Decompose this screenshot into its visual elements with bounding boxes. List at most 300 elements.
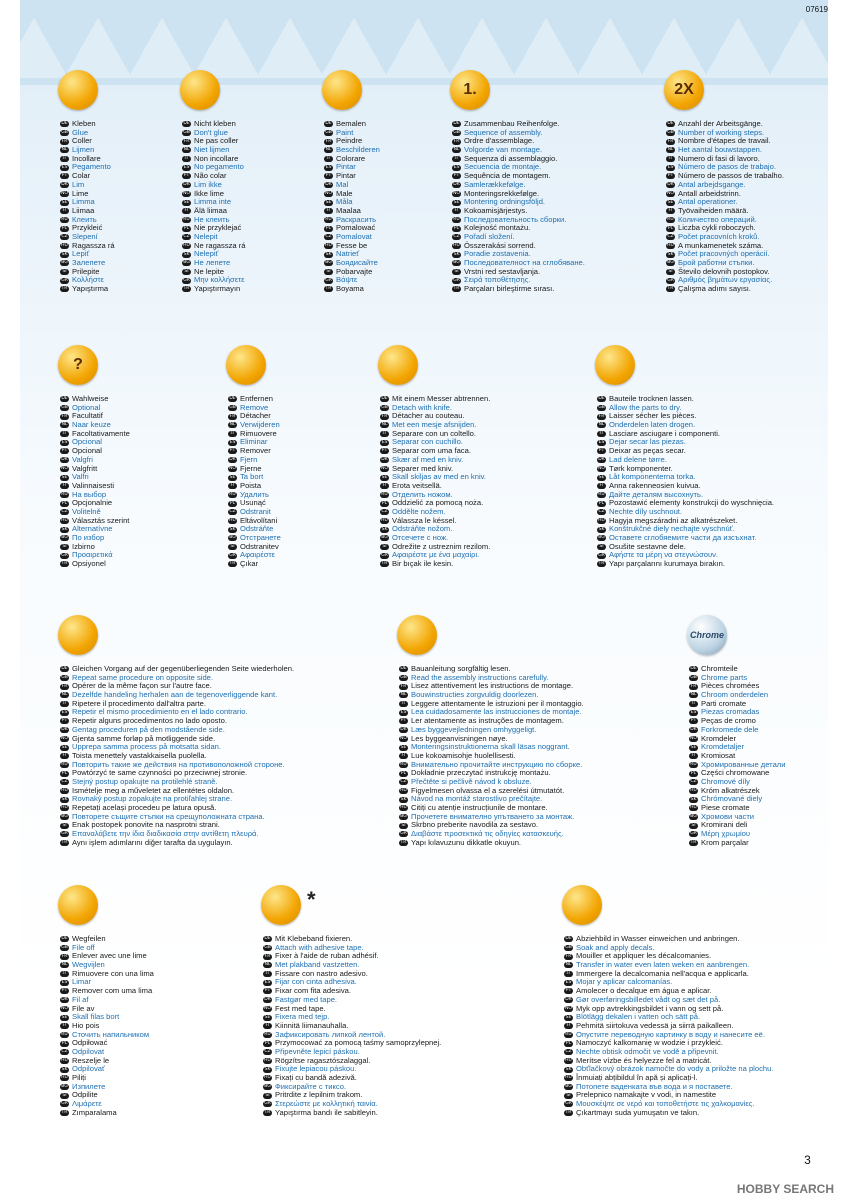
translation-text: Abziehbild in Wasser einweichen und anbringen.: [576, 934, 740, 943]
language-code-badge: PL: [667, 225, 674, 231]
translation-text: Læs byggevejledningen omhyggeligt.: [411, 724, 537, 734]
language-code-badge: PT: [565, 988, 572, 994]
language-code-badge: PT: [667, 173, 674, 179]
translation-text: Limar: [72, 977, 91, 987]
translation-text: Dokładnie przeczytać instrukcję montażu.: [411, 768, 551, 778]
language-code-badge: FR: [61, 138, 68, 144]
translation-text: Hio pois: [72, 1020, 100, 1030]
language-code-badge: IT: [324, 156, 333, 162]
translation-text: Fesse be: [336, 240, 368, 250]
language-code-badge: CZ: [400, 779, 407, 785]
translation-text: Stejný postup opakujte na protilehlé straně.: [72, 776, 218, 786]
language-code-badge: PT: [229, 448, 236, 454]
translation-text: Επαναλάβετε την ίδια διαδικασία στην αντίθετη πλευρά.: [72, 829, 259, 839]
translation-text: Sequence of assembly.: [464, 127, 543, 137]
translation-row: [597, 560, 774, 569]
language-code-badge: FR: [690, 683, 697, 689]
language-code-badge: RU: [400, 761, 407, 767]
language-code-badge: DE: [61, 936, 68, 942]
translation-text: Fixujte lepiacou páskou.: [275, 1064, 357, 1074]
clock-icon: [595, 345, 635, 385]
language-code-badge: FI: [60, 753, 69, 759]
language-code-badge: BG: [598, 535, 605, 541]
language-code-badge: DE: [229, 396, 236, 402]
language-code-badge: TR: [598, 561, 605, 567]
language-code-badge: GR: [264, 1101, 271, 1107]
language-code-badge: SI: [60, 269, 69, 275]
translation-text: Blötlägg dekalen i vatten och sätt på.: [576, 1012, 701, 1022]
language-code-badge: SK: [325, 251, 332, 257]
language-code-badge: GR: [183, 277, 190, 283]
document-number: 07619: [805, 5, 828, 14]
translation-text: Przykleić: [72, 223, 103, 233]
language-code-badge: CZ: [61, 1049, 68, 1055]
language-code-badge: SE: [400, 744, 407, 750]
translation-text: Návod na montáž starostlivo prečítajte.: [411, 794, 543, 804]
language-code-badge: TR: [690, 840, 697, 846]
language-code-badge: DK: [61, 457, 68, 463]
translation-text: Опустите переводную картинку в воду и нанесите её.: [576, 1029, 765, 1039]
translation-row: [60, 560, 130, 569]
language-code-badge: FR: [453, 138, 460, 144]
knife-icon: [378, 345, 418, 385]
translation-text: Odpilite: [72, 1090, 98, 1100]
language-code-badge: PL: [61, 1040, 68, 1046]
translation-text: Detach with knife.: [392, 402, 452, 412]
language-code-badge: FI: [228, 483, 237, 489]
language-code-badge: CZ: [183, 234, 190, 240]
translation-text: Limma inte: [194, 197, 232, 207]
translation-text: Nicht kleben: [194, 119, 236, 128]
translation-text: Dejar secar las piezas.: [609, 437, 686, 447]
translation-text: Gentag proceduren på den modstående side.: [72, 724, 225, 734]
language-code-badge: PL: [183, 225, 190, 231]
language-code-badge: IT: [597, 431, 606, 437]
language-code-badge: SE: [183, 199, 190, 205]
translation-text: Boyama: [336, 284, 364, 294]
language-code-badge: DK: [61, 997, 68, 1003]
translation-text: Çıkartmayı suda yumuşatın ve takın.: [576, 1107, 700, 1117]
language-code-badge: CZ: [667, 234, 674, 240]
language-code-badge: IT: [182, 156, 191, 162]
translation-text: Изпилете: [72, 1081, 106, 1091]
translation-text: Μουσκέψτε σε νερό και τοποθετήστε τις χαλκομανίες.: [576, 1099, 755, 1109]
translation-row: [666, 285, 784, 294]
language-code-badge: ES: [61, 164, 68, 170]
header-triangle: [768, 18, 828, 78]
language-code-badge: GR: [565, 1101, 572, 1107]
translation-text: Don't glue: [194, 127, 228, 137]
language-code-badge: SK: [598, 526, 605, 532]
language-code-badge: GB: [229, 405, 236, 411]
language-code-badge: DE: [183, 121, 190, 127]
translation-text: Citiți cu atenție instrucțiunile de montare.: [411, 803, 548, 812]
translation-text: Pobarvajte: [336, 266, 373, 276]
header-triangle: [20, 18, 68, 78]
translation-text: Fastgør med tape.: [275, 994, 338, 1004]
translation-row: [564, 1109, 773, 1118]
translation-text: Kokoamisjärjestys.: [464, 205, 528, 215]
language-code-badge: FR: [325, 138, 332, 144]
translation-text: Antal arbejdsgange.: [678, 179, 746, 189]
language-code-badge: SK: [61, 796, 68, 802]
translation-text: Αφαιρέστε με ένα μαχαίρι.: [392, 550, 480, 560]
translation-text: Parti cromate: [701, 698, 747, 708]
language-code-badge: NO: [690, 735, 697, 741]
translation-text: Limma: [72, 197, 95, 207]
language-code-badge: NO: [325, 190, 332, 196]
translation-text: Monteringsinstruktionerna skall läsas noggrant.: [411, 742, 570, 752]
translation-text: Oddzielić za pomocą noża.: [392, 498, 484, 508]
language-code-badge: SI: [689, 823, 698, 829]
translation-text: Lue kokoamisohje huolellisesti.: [411, 750, 516, 760]
language-code-badge: SK: [667, 251, 674, 257]
language-code-badge: SK: [565, 1066, 572, 1072]
translation-text: Nie przyklejać: [194, 223, 242, 233]
translation-text: На выбор: [72, 489, 107, 499]
language-code-badge: GR: [325, 277, 332, 283]
language-code-badge: HU: [667, 242, 674, 248]
translation-list: [380, 395, 490, 569]
language-code-badge: FI: [666, 208, 675, 214]
language-code-badge: ES: [565, 979, 572, 985]
language-code-badge: RU: [667, 216, 674, 222]
translation-text: Króm alkatrészek: [701, 785, 760, 795]
translation-text: Брой работни стъпки.: [678, 258, 755, 267]
language-code-badge: DE: [453, 121, 460, 127]
header-triangle: [640, 18, 708, 78]
glue-icon: [58, 70, 98, 110]
language-code-badge: PL: [61, 500, 68, 506]
translation-text: Immergere la decalcomania nell'acqua e applicarla.: [576, 968, 749, 978]
language-code-badge: NL: [598, 422, 605, 428]
language-code-badge: ES: [61, 439, 68, 445]
language-code-badge: BG: [61, 1084, 68, 1090]
language-code-badge: RU: [325, 216, 332, 222]
translation-text: Soak and apply decals.: [576, 942, 655, 952]
language-code-badge: SI: [564, 1093, 573, 1099]
translation-text: Σειρά τοποθέτησης.: [464, 275, 531, 285]
translation-text: Pořadí složení.: [464, 231, 515, 241]
language-code-badge: RU: [690, 761, 697, 767]
language-code-badge: TR: [381, 561, 388, 567]
translation-text: Verwijderen: [240, 420, 280, 430]
translation-text: Pegamento: [72, 162, 111, 172]
language-code-badge: TR: [61, 1110, 68, 1116]
translation-text: Repetir alguns procedimentos no lado oposto.: [72, 716, 227, 726]
language-code-badge: DE: [264, 936, 271, 942]
translation-text: Последовательность сборки.: [464, 214, 567, 224]
language-code-badge: PL: [325, 225, 332, 231]
translation-text: Odstráňte: [240, 524, 274, 534]
language-code-badge: HU: [453, 242, 460, 248]
language-code-badge: ES: [61, 709, 68, 715]
language-code-badge: SI: [597, 544, 606, 550]
translation-text: Amolecer o decalque em água e aplicar.: [576, 986, 712, 996]
watermark: HOBBY SEARCH: [736, 1182, 834, 1196]
translation-text: Paint: [336, 127, 354, 137]
translation-row: [689, 839, 785, 848]
translation-text: Skrbno preberite navodila za sestavo.: [411, 820, 539, 830]
translation-text: Ne pas coller: [194, 136, 239, 146]
paint-brush-icon: [322, 70, 362, 110]
translation-text: Lim ikke: [194, 179, 222, 189]
translation-list: [60, 935, 154, 1117]
language-code-badge: GB: [61, 405, 68, 411]
language-code-badge: HU: [61, 1075, 68, 1081]
language-code-badge: FI: [60, 483, 69, 489]
translation-list: [60, 120, 115, 294]
translation-text: Αφήστε τα μέρη να στεγνώσουν.: [609, 550, 719, 560]
language-code-badge: DK: [61, 727, 68, 733]
language-code-badge: ES: [690, 709, 697, 715]
language-code-badge: SE: [453, 199, 460, 205]
language-code-badge: HU: [61, 517, 68, 523]
translation-text: Skall filas bort: [72, 1012, 120, 1022]
translation-row: [60, 465, 130, 474]
translation-text: Kromdetaljer: [701, 742, 745, 752]
language-code-badge: NL: [565, 962, 572, 968]
language-code-badge: SI: [399, 823, 408, 829]
translation-text: Maalaa: [336, 205, 361, 215]
translation-list: [689, 665, 785, 847]
language-code-badge: NL: [400, 692, 407, 698]
language-code-badge: RU: [229, 491, 236, 497]
translation-text: No pegamento: [194, 162, 244, 172]
language-code-badge: IT: [60, 701, 69, 707]
language-code-badge: DE: [61, 396, 68, 402]
translation-text: Merítse vízbe és helyezze fel a matricát.: [576, 1055, 712, 1065]
language-code-badge: ES: [325, 164, 332, 170]
translation-list: [452, 120, 585, 294]
translation-text: Αφαιρέστε: [240, 550, 275, 560]
language-code-badge: IT: [452, 156, 461, 162]
language-code-badge: DK: [325, 182, 332, 188]
language-code-badge: GR: [453, 277, 460, 283]
translation-text: Дайте деталям высохнуть.: [609, 489, 704, 499]
translation-text: Älä liimaa: [194, 205, 227, 215]
language-code-badge: HU: [264, 1075, 271, 1081]
language-code-badge: PT: [381, 448, 388, 454]
translation-text: Lim: [72, 179, 85, 189]
translation-text: Number of working steps.: [678, 127, 765, 137]
language-code-badge: PL: [61, 770, 68, 776]
translation-text: Μην κολλήσετε: [194, 275, 245, 285]
translation-text: Αριθμός βημάτων εργασίας.: [678, 275, 773, 285]
language-code-badge: IT: [689, 701, 698, 707]
translation-list: [228, 395, 281, 569]
translation-text: Valgfritt: [72, 463, 98, 473]
translation-text: Skær af med en kniv.: [392, 454, 464, 464]
translation-text: Sequenza di assemblaggio.: [464, 153, 558, 163]
language-code-badge: PL: [690, 770, 697, 776]
language-code-badge: TR: [264, 1110, 271, 1116]
translation-row: [60, 285, 115, 294]
translation-text: Lepiť: [72, 249, 90, 259]
translation-text: Toista menettely vastakkaisella puolella.: [72, 750, 207, 760]
translation-text: Yapıştırma: [72, 284, 109, 294]
translation-text: Niet lijmen: [194, 145, 230, 155]
language-code-badge: SI: [228, 544, 237, 550]
language-code-badge: NO: [453, 190, 460, 196]
translation-text: Fil af: [72, 994, 89, 1004]
translation-text: Ne lepite: [194, 266, 224, 276]
translation-list: [324, 120, 380, 294]
language-code-badge: DE: [61, 666, 68, 672]
language-code-badge: SE: [61, 744, 68, 750]
translation-text: Aynı işlem adımlarını diğer tarafta da uygulayın.: [72, 837, 233, 847]
translation-text: Fijar con cinta adhesiva.: [275, 977, 357, 987]
language-code-badge: GR: [229, 552, 236, 558]
language-code-badge: CZ: [264, 1049, 271, 1055]
translation-text: Število delovnih postopkov.: [678, 266, 770, 276]
language-code-badge: IT: [263, 971, 272, 977]
header-triangle: [64, 18, 132, 78]
language-code-badge: GB: [381, 405, 388, 411]
translation-text: Myk opp avtrekkingsbildet i vann og sett på.: [576, 1003, 724, 1013]
translation-text: Chroom onderdelen: [701, 690, 769, 700]
language-code-badge: FI: [263, 1023, 272, 1029]
translation-text: Izbirno: [72, 541, 95, 551]
language-code-badge: HU: [61, 1057, 68, 1063]
translation-text: Onderdelen laten drogen.: [609, 420, 696, 430]
translation-text: Glue: [72, 127, 89, 137]
translation-text: Met plakband vastzetten.: [275, 960, 360, 970]
language-code-badge: FI: [689, 753, 698, 759]
file-icon: [58, 885, 98, 925]
translation-text: Opérer de la même façon sur l'autre face.: [72, 681, 212, 691]
language-code-badge: CZ: [565, 1049, 572, 1055]
language-code-badge: CZ: [229, 509, 236, 515]
step-one-icon: 1.: [450, 70, 490, 110]
language-code-badge: GR: [400, 831, 407, 837]
language-code-badge: SE: [690, 744, 697, 750]
translation-text: Lea cuidadosamente las instrucciones de montaje.: [411, 707, 582, 717]
translation-list: [399, 665, 584, 847]
translation-text: Διαβάστε προσεκτικά τις οδηγίες κατασκευής.: [411, 829, 564, 839]
translation-text: Natrieť: [336, 249, 360, 259]
translation-text: Pehmitä siirtokuva vedessä ja siirrä paikalleen.: [576, 1020, 734, 1030]
language-code-badge: RU: [61, 761, 68, 767]
language-code-badge: SK: [61, 251, 68, 257]
translation-text: Lijmen: [72, 145, 95, 155]
language-code-badge: ES: [453, 164, 460, 170]
translation-text: Ripetere il procedimento dall'altra parte.: [72, 698, 206, 708]
translation-text: Kromirani deli: [701, 820, 748, 830]
translation-text: Lime: [72, 188, 89, 198]
language-code-badge: SI: [380, 544, 389, 550]
language-code-badge: NL: [453, 147, 460, 153]
translation-text: Figyelmesen olvassa el a szerelési útmutatót.: [411, 785, 565, 795]
translation-text: Pomalować: [336, 223, 376, 233]
question-mark-icon: ?: [58, 345, 98, 385]
language-code-badge: PT: [61, 988, 68, 994]
language-code-badge: GR: [61, 552, 68, 558]
translation-row: [263, 1109, 441, 1118]
language-code-badge: FR: [667, 138, 674, 144]
translation-text: Отделить ножом.: [392, 489, 453, 499]
language-code-badge: FI: [60, 208, 69, 214]
language-code-badge: GR: [598, 552, 605, 558]
translation-row: [60, 1109, 154, 1118]
language-code-badge: SE: [667, 199, 674, 205]
language-code-badge: CZ: [453, 234, 460, 240]
translation-text: Vrstni red sestavljanja.: [464, 266, 541, 276]
translation-text: Erota veitsellä.: [392, 480, 442, 490]
translation-text: Namoczyć kalkomanię w wodzie i przykleić.: [576, 1038, 723, 1048]
translation-text: Přečtěte si pečlivě návod k obsluze.: [411, 776, 532, 786]
language-code-badge: PT: [183, 173, 190, 179]
language-code-badge: FI: [380, 483, 389, 489]
language-code-badge: SI: [60, 544, 69, 550]
translation-text: Incollare: [72, 153, 101, 163]
language-code-badge: HU: [400, 787, 407, 793]
language-code-badge: SI: [263, 1093, 272, 1099]
translation-text: Прочетете внимателно упътването за монтаж.: [411, 811, 575, 821]
language-code-badge: SE: [61, 474, 68, 480]
translation-text: Beschilderen: [336, 145, 380, 155]
language-code-badge: CZ: [61, 509, 68, 515]
translation-text: Valinnaisesti: [72, 480, 115, 490]
translation-text: Krom parçalar: [701, 837, 749, 847]
language-code-badge: NL: [381, 422, 388, 428]
translation-text: Laisser sécher les pièces.: [609, 411, 697, 421]
translation-text: A munkamenetek száma.: [678, 240, 764, 250]
language-code-badge: SI: [60, 1093, 69, 1099]
translation-text: Chromteile: [701, 664, 738, 673]
header-triangle: [320, 18, 388, 78]
language-code-badge: HU: [183, 242, 190, 248]
translation-text: Ragassza rá: [72, 240, 115, 250]
translation-text: Opcjonalnie: [72, 498, 113, 508]
translation-row: [60, 534, 130, 543]
language-code-badge: PT: [598, 448, 605, 454]
translation-text: Залепете: [72, 258, 106, 267]
translation-text: Número de passos de trabalho.: [678, 171, 784, 181]
language-code-badge: IT: [399, 701, 408, 707]
translation-text: Deixar as peças secar.: [609, 446, 686, 456]
translation-text: Remover: [240, 446, 271, 456]
language-code-badge: ES: [381, 439, 388, 445]
translation-text: Zusammenbau Reihenfolge.: [464, 119, 560, 128]
language-code-badge: GB: [264, 945, 271, 951]
translation-text: Lasciare asciugare i componenti.: [609, 428, 721, 438]
language-code-badge: DK: [381, 457, 388, 463]
language-code-badge: RU: [264, 1031, 271, 1037]
language-code-badge: DE: [667, 121, 674, 127]
language-code-badge: SK: [400, 796, 407, 802]
translation-text: Måla: [336, 197, 353, 207]
translation-text: Opcional: [72, 446, 102, 456]
translation-text: Fissare con nastro adesivo.: [275, 968, 368, 978]
language-code-badge: TR: [667, 286, 674, 292]
translation-text: Fjerne: [240, 463, 262, 473]
translation-text: Alternatívne: [72, 524, 113, 534]
language-code-badge: PL: [400, 770, 407, 776]
language-code-badge: NL: [61, 147, 68, 153]
language-code-badge: DK: [400, 727, 407, 733]
translation-text: Peindre: [336, 136, 363, 146]
translation-text: Części chromowane: [701, 768, 770, 778]
translation-text: Volgorde van montage.: [464, 145, 543, 155]
language-code-badge: BG: [690, 814, 697, 820]
translation-text: Fjern: [240, 454, 258, 464]
language-code-badge: NO: [183, 190, 190, 196]
translation-text: Bauanleitung sorgfältig lesen.: [411, 664, 511, 673]
language-code-badge: GB: [325, 130, 332, 136]
language-code-badge: PL: [598, 500, 605, 506]
language-code-badge: HU: [400, 805, 407, 811]
